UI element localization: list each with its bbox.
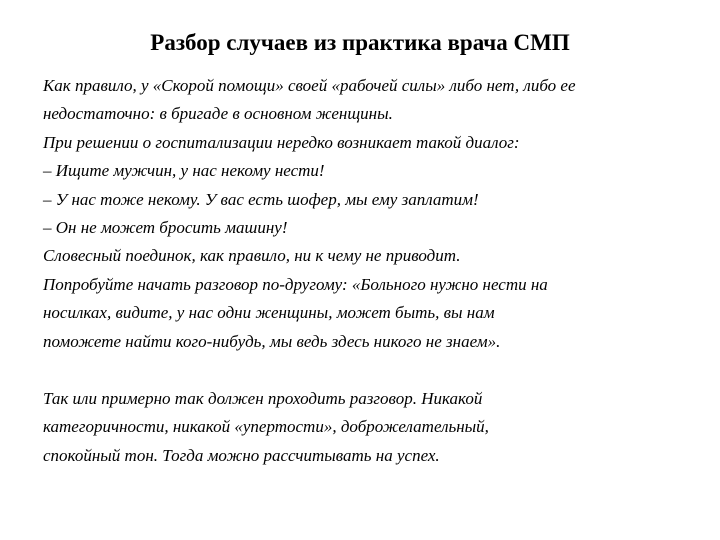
body-line: носилках, видите, у нас одни женщины, может быть, вы нам [43, 303, 495, 323]
body-line: Как правило, у «Скорой помощи» своей «рабочей силы» либо нет, либо ее [43, 76, 576, 95]
slide-body [43, 72, 693, 470]
slide-title: Разбор случаев из практика врача СМП [150, 30, 570, 55]
dialog-line: – Он не может бросить машину! [43, 217, 288, 237]
body-line: поможете найти кого-нибудь, мы ведь здесь никого не знаем». [43, 331, 501, 351]
conclusion-line: Так или примерно так должен проходить разговор. Никакой [43, 388, 483, 408]
conclusion-line: категоричности, никакой «упертости», доброжелательный, [43, 417, 489, 437]
body-line: недостаточно: в бригаде в основном женщины. [43, 104, 393, 124]
body-line: Словесный поединок, как правило, ни к чему не приводит. [43, 246, 461, 266]
conclusion-line: спокойный тон. Тогда можно рассчитывать на успех. [43, 445, 440, 465]
paragraph-gap [43, 356, 693, 385]
body-line: При решении о госпитализации нередко возникает такой диалог: [43, 132, 520, 152]
dialog-line: – У нас тоже некому. У вас есть шофер, мы ему заплатим! [43, 189, 479, 209]
body-line: Попробуйте начать разговор по-другому: «Больного нужно нести на [43, 274, 548, 294]
dialog-line: – Ищите мужчин, у нас некому нести! [43, 161, 325, 181]
